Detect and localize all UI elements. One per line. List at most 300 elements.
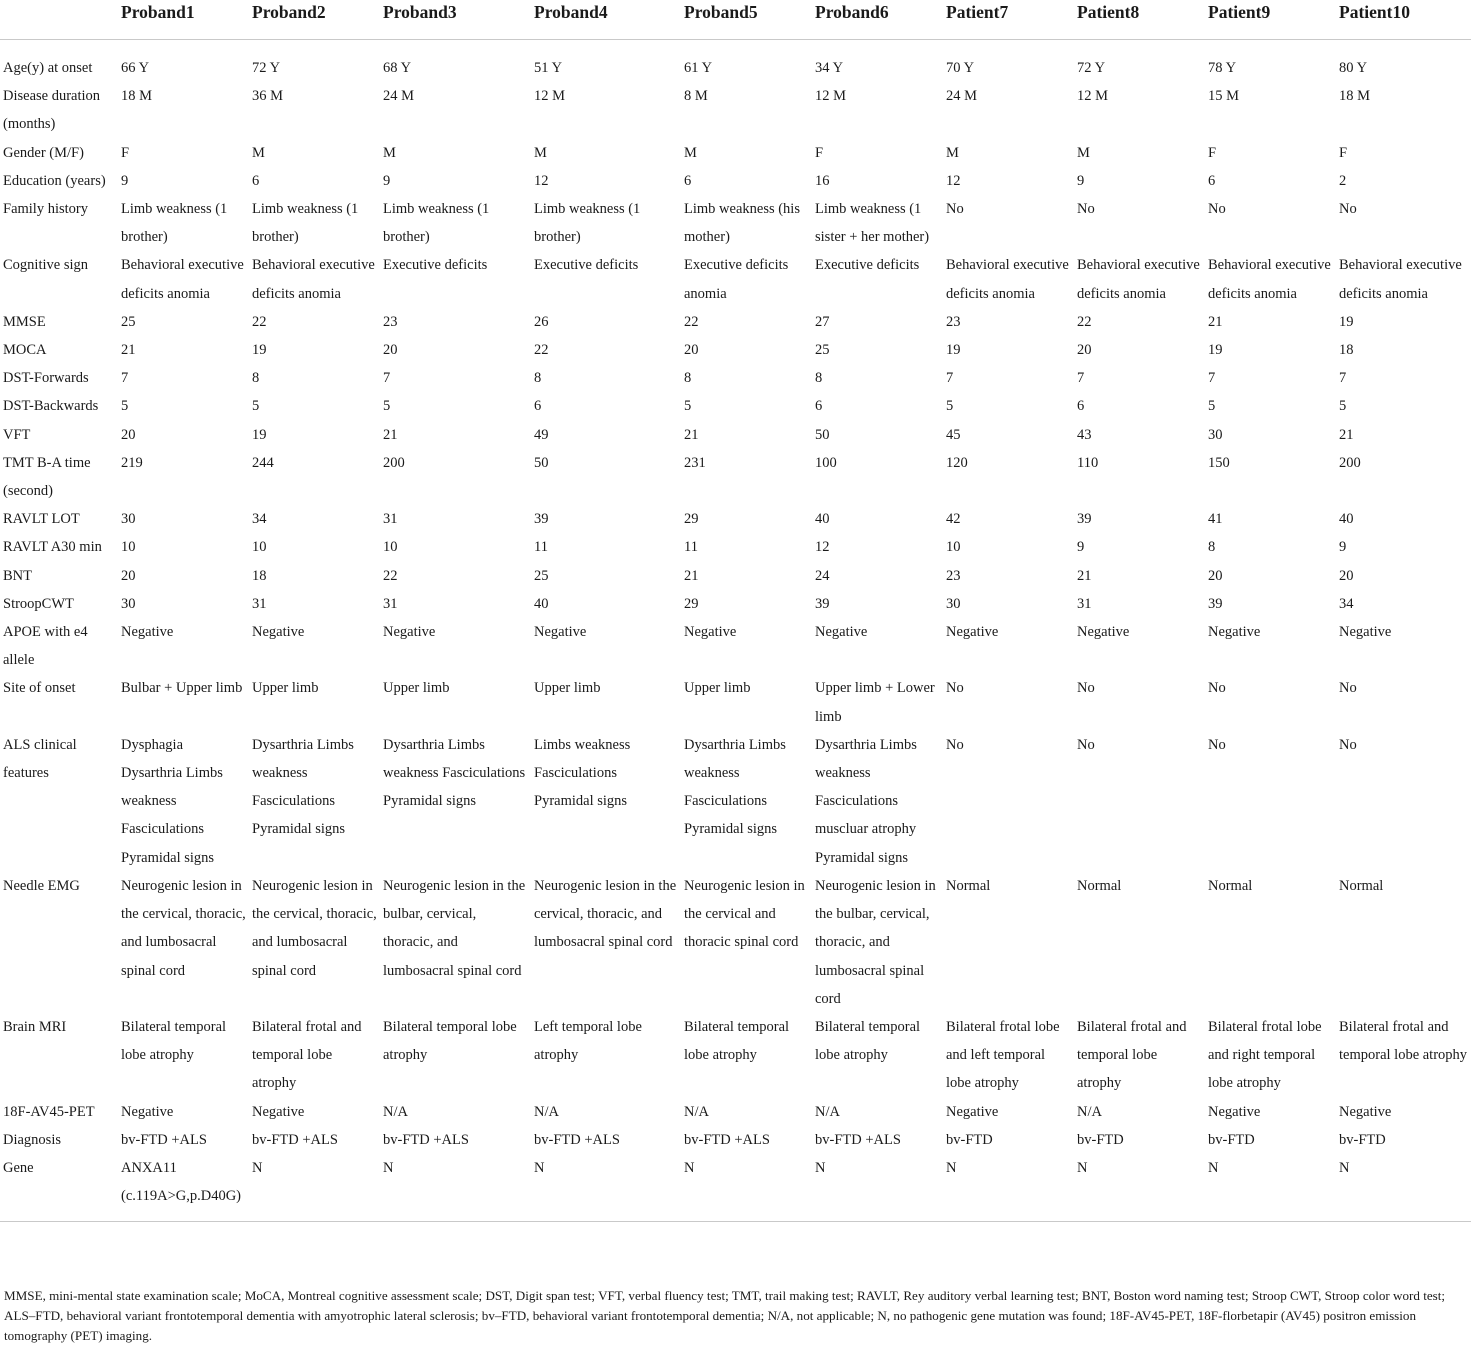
table-cell: 30 (1208, 426, 1223, 443)
table-cell: F (815, 144, 824, 161)
table-cell: 20 (383, 342, 398, 359)
row-label: Gender (M/F) (3, 144, 84, 161)
table-cell: 9 (383, 172, 391, 189)
table-row (0, 562, 1471, 590)
table-cell: Neurogenic lesion in the bulbar, cervical, thoracic, and lumbosacral spinal cord (815, 877, 936, 1007)
table-cell: 25 (534, 567, 549, 584)
table-cell: M (946, 144, 959, 161)
table-cell: N (531, 1154, 681, 1222)
header-spacer (0, 40, 1471, 55)
table-cell: Dysarthria Limbs weakness Fasciculations Pyramidal signs (383, 736, 526, 810)
table-cell: No (1339, 736, 1357, 753)
table-cell: 7 (121, 370, 129, 387)
table-cell: 8 (1208, 539, 1216, 556)
row-label: Age(y) at onset (3, 60, 93, 76)
table-cell: Neurogenic lesion in the cervical, thoracic, and lumbosacral spinal cord (534, 877, 677, 951)
table-cell: Bulbar + Upper limb (121, 680, 243, 697)
table-cell: N (812, 1154, 943, 1222)
table-cell: 50 (534, 454, 549, 471)
table-cell: 30 (121, 595, 136, 612)
table-cell: No (1208, 680, 1226, 697)
table-row (0, 336, 1471, 364)
table-cell: M (252, 144, 265, 161)
table-cell: 21 (1077, 567, 1092, 584)
table-cell: 31 (383, 511, 398, 528)
table-cell: 24 M (383, 88, 415, 105)
table-cell: 61 Y (684, 60, 713, 76)
table-cell: 5 (252, 398, 260, 415)
table-cell: bv-FTD +ALS (121, 1131, 207, 1148)
table-cell: 34 (1339, 595, 1354, 612)
row-label: Family history (3, 201, 88, 218)
table-row (0, 731, 1471, 872)
table-row (0, 1013, 1471, 1098)
table-cell: 19 (252, 426, 267, 443)
row-label: RAVLT A30 min (3, 539, 102, 556)
table-cell: 68 Y (383, 60, 412, 76)
table-cell: No (1077, 201, 1095, 218)
table-cell: 31 (252, 595, 267, 612)
table-cell: Behavioral executive deficits anomia (1339, 257, 1462, 302)
header-cell: Proband6 (812, 0, 943, 40)
table-cell: 100 (815, 454, 837, 471)
table-cell: 8 M (684, 88, 708, 105)
table-cell: No (1339, 201, 1357, 218)
table-cell: 70 Y (946, 60, 975, 76)
table-cell: No (1077, 736, 1095, 753)
header-cell-blank (0, 0, 118, 40)
table-row (0, 674, 1471, 730)
table-cell: N (380, 1154, 531, 1222)
table-cell: Limb weakness (1 brother) (534, 201, 641, 246)
table-cell: Behavioral executive deficits anomia (946, 257, 1069, 302)
table-cell: 6 (815, 398, 823, 415)
table-cell: Upper limb (252, 680, 319, 697)
table-cell: Negative (684, 624, 737, 641)
table-cell: 21 (684, 567, 699, 584)
table-cell: 12 (534, 172, 549, 189)
row-label: Brain MRI (3, 1018, 67, 1035)
table-cell: 8 (252, 370, 260, 387)
table-cell: 12 M (1077, 88, 1109, 105)
table-cell: 34 Y (815, 60, 844, 76)
table-cell: 244 (252, 454, 274, 471)
table-cell: 2 (1339, 172, 1347, 189)
table-cell: Neurogenic lesion in the cervical, thoracic, and lumbosacral spinal cord (121, 877, 246, 979)
table-cell: 26 (534, 313, 549, 330)
table-cell: 19 (946, 342, 961, 359)
table-cell: 39 (1077, 511, 1092, 528)
table-cell: Limb weakness (1 sister + her mother) (815, 201, 930, 246)
table-cell: Negative (534, 624, 587, 641)
table-cell: 30 (946, 595, 961, 612)
table-cell: 22 (534, 342, 549, 359)
table-cell: 18 M (1339, 88, 1371, 105)
table-cell: 19 (252, 342, 267, 359)
table-row (0, 1098, 1471, 1126)
table-cell: 80 Y (1339, 60, 1368, 76)
table-row (0, 590, 1471, 618)
table-cell: Upper limb (684, 680, 751, 697)
table-cell: Neurogenic lesion in the bulbar, cervical, thoracic, and lumbosacral spinal cord (383, 877, 526, 979)
table-cell: 40 (534, 595, 549, 612)
table-cell: N/A (1077, 1103, 1102, 1120)
table-cell: 9 (121, 172, 129, 189)
table-header (0, 0, 1471, 54)
table-cell: 8 (684, 370, 692, 387)
header-row (0, 0, 1471, 40)
table-cell: 8 (815, 370, 823, 387)
table-row (0, 618, 1471, 674)
table-cell: 19 (1208, 342, 1223, 359)
table-cell: N (1205, 1154, 1336, 1222)
table-cell: Upper limb (534, 680, 601, 697)
table-cell: Negative (1077, 624, 1130, 641)
table-cell: Executive deficits (534, 257, 639, 274)
table-cell: 24 (815, 567, 830, 584)
table-cell: Dysarthria Limbs weakness Fasciculations Pyramidal signs (252, 736, 354, 838)
table-cell: 11 (684, 539, 698, 556)
row-label: APOE with e4 allele (3, 624, 88, 669)
table-cell: No (1339, 680, 1357, 697)
table-cell: Left temporal lobe atrophy (534, 1018, 642, 1064)
table-cell: 49 (534, 426, 549, 443)
table-cell: 20 (121, 567, 136, 584)
table-cell: Upper limb (383, 680, 450, 697)
table-cell: bv-FTD +ALS (383, 1131, 469, 1148)
table-cell: Upper limb + Lower limb (815, 680, 935, 725)
row-label: Gene (0, 1154, 118, 1222)
table-cell: 72 Y (1077, 60, 1106, 76)
table-footnote: MMSE, mini-mental state examination scale; MoCA, Montreal cognitive assessment scale; DST, Digit span test; VFT, verbal fluency test; TMT, trail making test; RAVLT, Rey auditory verbal learning test; BNT, Boston word naming test; Stroop CWT, Stroop color word test; ALS–FTD, behavioral variant frontotemporal dementia with amyotrophic lateral sclerosis; bv–FTD, behavioral variant frontotemporal dementia; N/A, not applicable; N, no pathogenic gene mutation was found; 18F-AV45-PET, 18F-florbetapir (AV45) positron emission tomography (PET) imaging. (4, 1288, 1446, 1343)
table-cell: 5 (383, 398, 391, 415)
table-cell: Negative (1339, 1103, 1392, 1120)
table-row (0, 872, 1471, 1013)
table-cell: Bilateral temporal lobe atrophy (684, 1018, 790, 1064)
table-cell: 7 (1077, 370, 1085, 387)
table-cell: 10 (252, 539, 267, 556)
table-cell: 36 M (252, 88, 284, 105)
row-label: MMSE (3, 313, 46, 330)
row-label: Disease duration (months) (3, 88, 101, 133)
table-cell: Executive deficits anomia (684, 257, 789, 302)
table-cell: 11 (534, 539, 548, 556)
table-cell: Limb weakness (1 brother) (383, 201, 490, 246)
table-cell: 22 (383, 567, 398, 584)
table-cell: Executive deficits (815, 257, 920, 274)
table-cell: 6 (534, 398, 542, 415)
table-cell: 16 (815, 172, 830, 189)
table-cell: 23 (946, 313, 961, 330)
table-cell: Normal (1208, 877, 1253, 894)
row-label: StroopCWT (3, 595, 74, 612)
table-cell: Bilateral temporal lobe atrophy (815, 1018, 921, 1064)
table-cell: Bilateral frotal and temporal lobe atrophy (1339, 1018, 1468, 1064)
table-cell: 50 (815, 426, 830, 443)
table-cell: N/A (383, 1103, 408, 1120)
table-cell: F (121, 144, 130, 161)
table-cell: N/A (815, 1103, 840, 1120)
table-cell: 150 (1208, 454, 1230, 471)
table-row (0, 139, 1471, 167)
table-cell: 43 (1077, 426, 1092, 443)
table-cell: Negative (1208, 624, 1261, 641)
table-row (0, 251, 1471, 307)
table-cell: Bilateral frotal lobe and right temporal lobe atrophy (1208, 1018, 1322, 1092)
table-cell: bv-FTD (946, 1131, 993, 1148)
table-cell: N/A (684, 1103, 709, 1120)
table-cell: Executive deficits (383, 257, 488, 274)
table-cell: 200 (383, 454, 405, 471)
table-cell: Negative (383, 624, 436, 641)
table-cell: Negative (1208, 1103, 1261, 1120)
table-cell: 42 (946, 511, 961, 528)
table-cell: 6 (1208, 172, 1216, 189)
table-cell: Behavioral executive deficits anomia (1208, 257, 1331, 302)
table-cell: Dysarthria Limbs weakness Fasciculations muscluar atrophy Pyramidal signs (815, 736, 917, 866)
table-cell: 34 (252, 511, 267, 528)
table-row (0, 195, 1471, 251)
table-cell: 5 (1339, 398, 1347, 415)
table-cell: Normal (946, 877, 991, 894)
table-cell: 23 (383, 313, 398, 330)
table-cell: 9 (1339, 539, 1347, 556)
table-cell: M (534, 144, 547, 161)
table-row (0, 449, 1471, 505)
table-cell: bv-FTD (1077, 1131, 1124, 1148)
table-cell: M (383, 144, 396, 161)
table-body (0, 54, 1471, 1222)
row-label: ALS clinical features (3, 736, 77, 782)
table-cell: N (1336, 1154, 1471, 1222)
table-cell: Negative (121, 624, 174, 641)
table-cell: 20 (1339, 567, 1354, 584)
row-label: Education (years) (3, 172, 106, 189)
table-cell: 5 (121, 398, 129, 415)
table-row (0, 421, 1471, 449)
table-cell: 72 Y (252, 60, 281, 76)
table-cell: 7 (1339, 370, 1347, 387)
table-cell: Negative (121, 1103, 174, 1120)
table-row (0, 167, 1471, 195)
table-cell: No (946, 736, 964, 753)
table-cell: 231 (684, 454, 706, 471)
table-cell: 21 (121, 342, 136, 359)
table-cell: 40 (815, 511, 830, 528)
table-cell: bv-FTD +ALS (252, 1131, 338, 1148)
row-label: Needle EMG (3, 877, 80, 894)
table-cell: 12 (815, 539, 830, 556)
table-cell: 5 (684, 398, 692, 415)
table-cell: 6 (252, 172, 260, 189)
table-cell: Negative (1339, 624, 1392, 641)
table-cell: 39 (534, 511, 549, 528)
header-cell: Proband1 (118, 0, 249, 40)
table-cell: N (681, 1154, 812, 1222)
table-cell: 15 M (1208, 88, 1240, 105)
table-cell: Negative (946, 624, 999, 641)
table-cell: 20 (1208, 567, 1223, 584)
table-cell: No (1208, 201, 1226, 218)
table-cell: 20 (684, 342, 699, 359)
table-cell: 24 M (946, 88, 978, 105)
table-cell: 9 (1077, 172, 1085, 189)
table-cell: 40 (1339, 511, 1354, 528)
table-cell: 7 (1208, 370, 1216, 387)
table-cell: 21 (1339, 426, 1354, 443)
row-label: BNT (3, 567, 32, 584)
table-cell: 19 (1339, 313, 1354, 330)
table-cell: Behavioral executive deficits anomia (252, 257, 375, 302)
table-row (0, 1126, 1471, 1154)
row-label: 18F-AV45-PET (3, 1103, 95, 1120)
table-cell: Bilateral frotal and temporal lobe atrophy (252, 1018, 362, 1092)
table-cell: 12 (946, 172, 961, 189)
table-cell: Bilateral frotal lobe and left temporal lobe atrophy (946, 1018, 1060, 1092)
table-cell: 30 (121, 511, 136, 528)
header-cell: Proband5 (681, 0, 812, 40)
table-cell: 12 M (815, 88, 847, 105)
table-cell: F (1339, 144, 1348, 161)
table-cell: No (946, 680, 964, 697)
table-cell: 25 (121, 313, 136, 330)
table-row (0, 54, 1471, 82)
table-cell: 20 (121, 426, 136, 443)
table-cell: 219 (121, 454, 143, 471)
table-cell: Normal (1077, 877, 1122, 894)
header-cell: Proband3 (380, 0, 531, 40)
row-label: RAVLT LOT (3, 511, 80, 528)
table-cell: bv-FTD +ALS (534, 1131, 620, 1148)
table-cell: M (1077, 144, 1090, 161)
table-cell: 45 (946, 426, 961, 443)
table-cell: 110 (1077, 454, 1099, 471)
table-row (0, 505, 1471, 533)
table-cell: F (1208, 144, 1217, 161)
row-label: TMT B-A time (second) (3, 454, 91, 500)
table-cell: 5 (1208, 398, 1216, 415)
table-cell: Bilateral temporal lobe atrophy (383, 1018, 517, 1064)
table-row (0, 392, 1471, 420)
table-cell: 18 (1339, 342, 1354, 359)
table-cell: 10 (383, 539, 398, 556)
table-cell: N (943, 1154, 1074, 1222)
table-cell: 29 (684, 511, 699, 528)
table-cell: 12 M (534, 88, 566, 105)
table-cell: 120 (946, 454, 968, 471)
table-cell: Negative (946, 1103, 999, 1120)
table-cell: Limb weakness (1 brother) (121, 201, 228, 246)
table-cell: bv-FTD +ALS (684, 1131, 770, 1148)
table-cell: 20 (1077, 342, 1092, 359)
table-cell: 9 (1077, 539, 1085, 556)
table-cell: No (1077, 680, 1095, 697)
table-cell: 22 (684, 313, 699, 330)
table-cell: 51 Y (534, 60, 563, 76)
table-cell: No (946, 201, 964, 218)
table-row (0, 308, 1471, 336)
table-cell: Limb weakness (1 brother) (252, 201, 359, 246)
table-cell: 6 (684, 172, 692, 189)
table-cell: Limbs weakness Fasciculations Pyramidal signs (534, 736, 631, 810)
row-label: VFT (3, 426, 31, 443)
header-cell: Patient10 (1336, 0, 1471, 40)
table-cell: Negative (252, 624, 305, 641)
table-cell: 66 Y (121, 60, 150, 76)
table-cell: 200 (1339, 454, 1361, 471)
table-row (0, 533, 1471, 561)
table-row (0, 1154, 1471, 1222)
table-cell: 41 (1208, 511, 1223, 528)
table-cell: 21 (383, 426, 398, 443)
header-cell: Patient9 (1205, 0, 1336, 40)
row-label: DST-Backwards (3, 398, 99, 415)
table-row (0, 82, 1471, 138)
table-cell: Negative (252, 1103, 305, 1120)
table-cell: 39 (1208, 595, 1223, 612)
table-row (0, 364, 1471, 392)
table-cell: Neurogenic lesion in the cervical and thoracic spinal cord (684, 877, 805, 951)
table-cell: 21 (684, 426, 699, 443)
table-cell: 18 (252, 567, 267, 584)
table-cell: M (684, 144, 697, 161)
table-cell: 27 (815, 313, 830, 330)
spacer-cell (0, 40, 1471, 55)
table-cell: 31 (1077, 595, 1092, 612)
table-cell: 21 (1208, 313, 1223, 330)
table-cell: 78 Y (1208, 60, 1237, 76)
header-cell: Patient7 (943, 0, 1074, 40)
row-label: Diagnosis (3, 1131, 61, 1148)
table-cell: Dysphagia Dysarthria Limbs weakness Fasciculations Pyramidal signs (121, 736, 223, 866)
table-cell: 8 (534, 370, 542, 387)
table-cell: 7 (946, 370, 954, 387)
table-cell: No (1208, 736, 1226, 753)
table-cell: Dysarthria Limbs weakness Fasciculations Pyramidal signs (684, 736, 786, 838)
table-cell: bv-FTD (1339, 1131, 1386, 1148)
table-cell: 31 (383, 595, 398, 612)
table-cell: Bilateral temporal lobe atrophy (121, 1018, 227, 1064)
table-cell: 22 (252, 313, 267, 330)
row-label: DST-Forwards (3, 370, 89, 387)
table-cell: Behavioral executive deficits anomia (121, 257, 244, 302)
table-cell: Normal (1339, 877, 1384, 894)
table-cell: N (1074, 1154, 1205, 1222)
table-cell: 10 (946, 539, 961, 556)
table-cell: bv-FTD (1208, 1131, 1255, 1148)
table-cell: Negative (815, 624, 868, 641)
table-cell: 5 (946, 398, 954, 415)
table-cell: Bilateral frotal and temporal lobe atrophy (1077, 1018, 1187, 1092)
table-cell: Behavioral executive deficits anomia (1077, 257, 1200, 302)
table-cell: N (249, 1154, 380, 1222)
table-cell: bv-FTD +ALS (815, 1131, 901, 1148)
table-cell: 23 (946, 567, 961, 584)
table-cell: ANXA11 (c.119A>G,p.D40G) (118, 1154, 249, 1222)
table-cell: 22 (1077, 313, 1092, 330)
table-cell: Limb weakness (his mother) (684, 201, 800, 246)
table-cell: 10 (121, 539, 136, 556)
header-cell: Patient8 (1074, 0, 1205, 40)
table-cell: 7 (383, 370, 391, 387)
table-cell: Neurogenic lesion in the cervical, thoracic, and lumbosacral spinal cord (252, 877, 377, 979)
table-cell: 25 (815, 342, 830, 359)
row-label: MOCA (3, 342, 47, 359)
table-cell: N/A (534, 1103, 559, 1120)
header-cell: Proband2 (249, 0, 380, 40)
row-label: Cognitive sign (3, 257, 88, 274)
table-cell: 39 (815, 595, 830, 612)
